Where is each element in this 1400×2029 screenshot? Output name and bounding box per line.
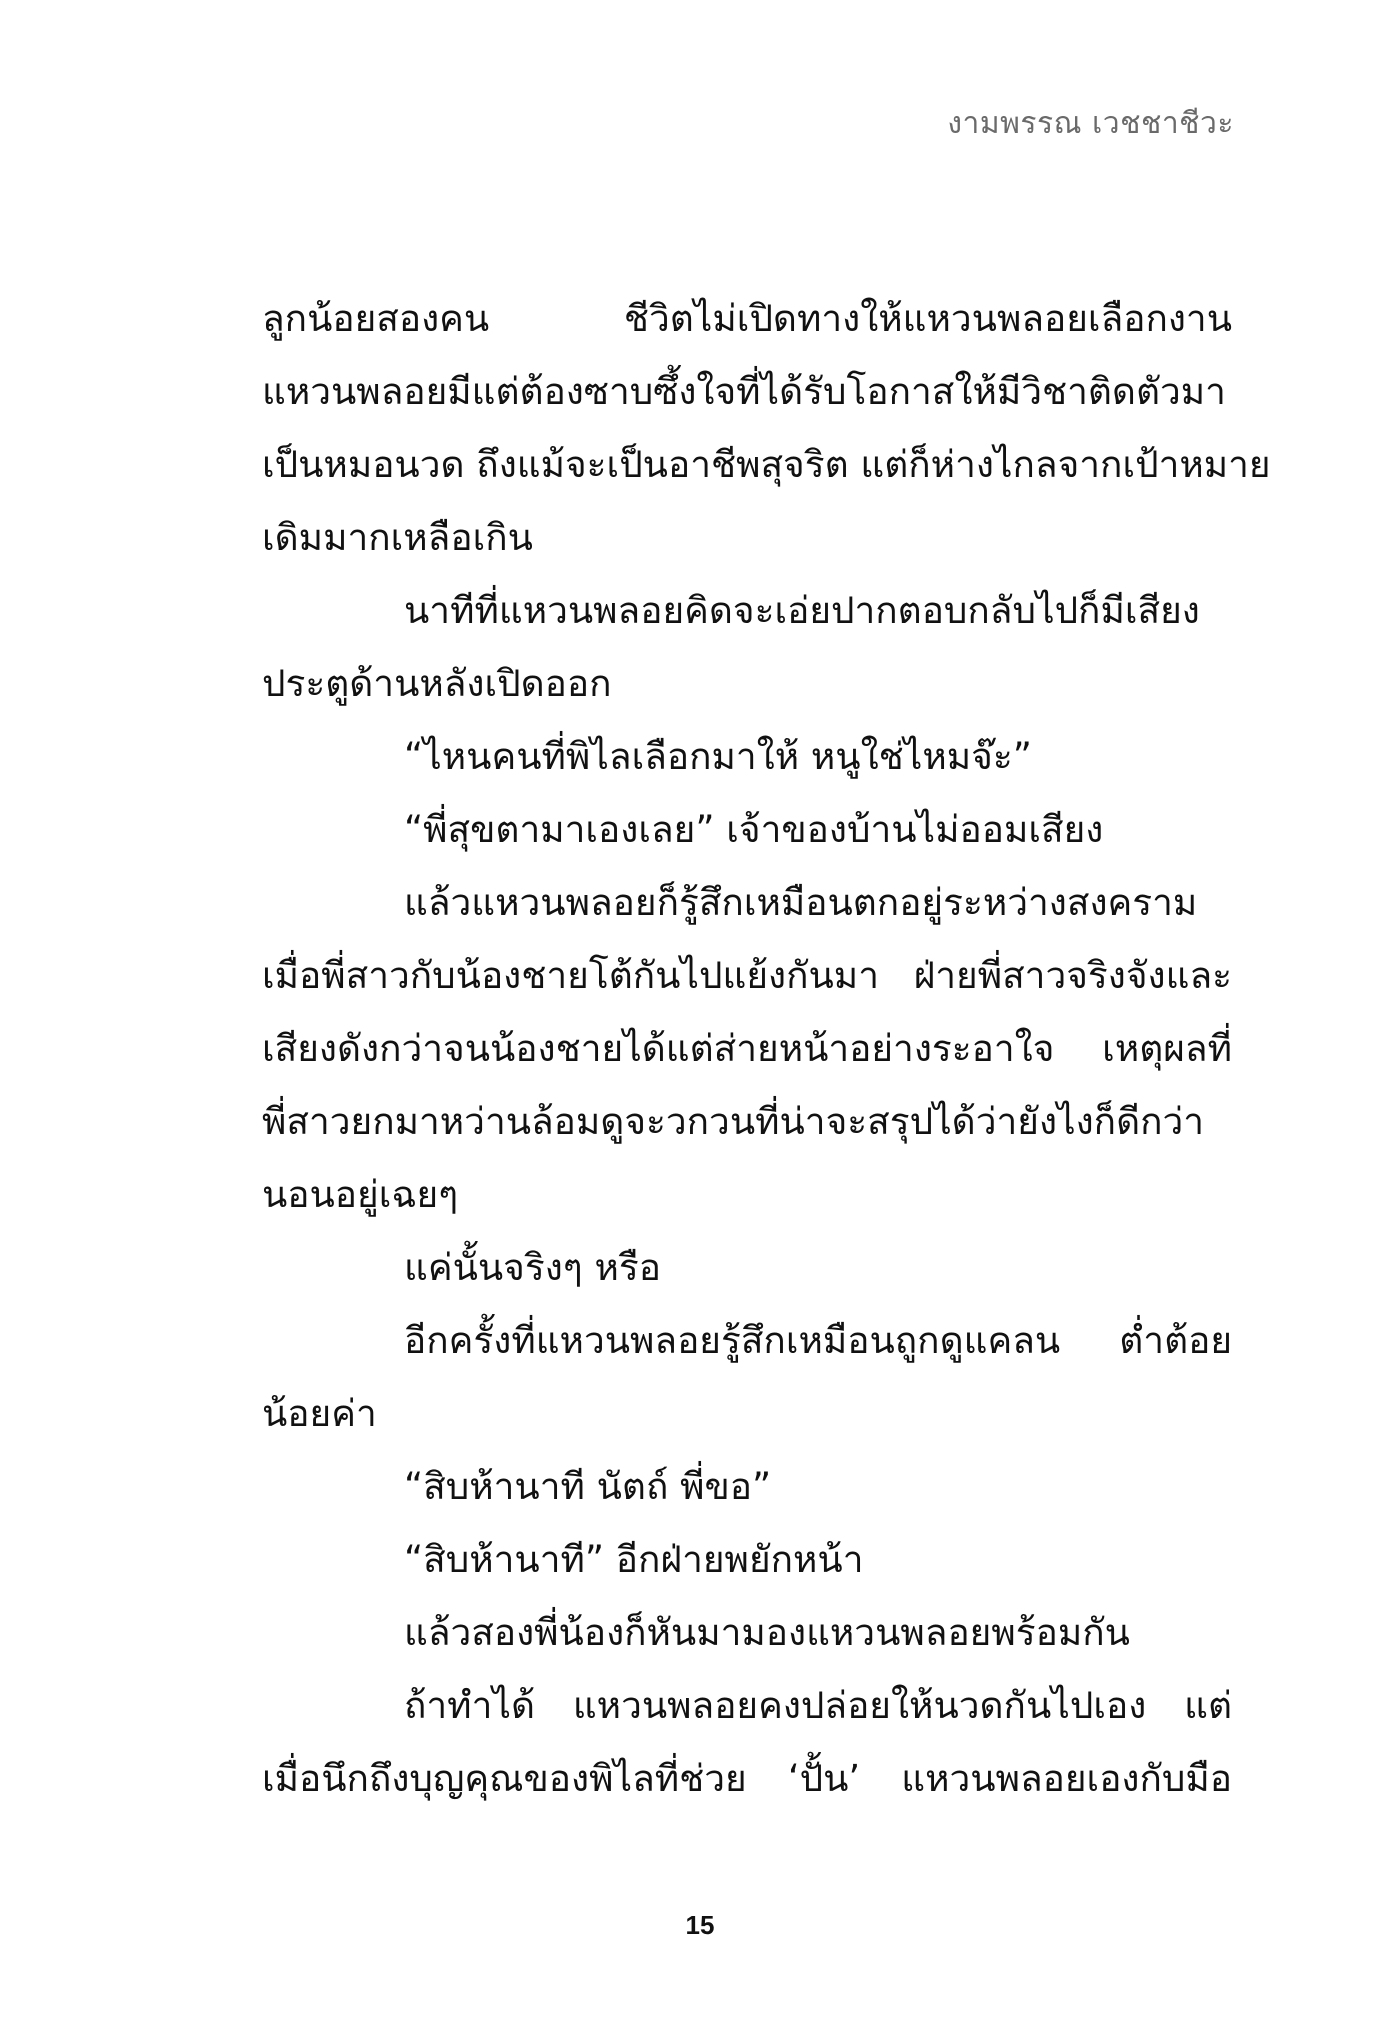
text-line: นอนอยู่เฉยๆ — [262, 1173, 459, 1216]
text-line: เป็นหมอนวด ถึงแม้จะเป็นอาชีพสุจริต แต่ก็ห่างไกลจากเป้าหมาย — [262, 443, 1271, 486]
text-line: แล้วสองพี่น้องก็หันมามองแหวนพลอยพร้อมกัน — [404, 1611, 1130, 1654]
text-line: นาทีที่แหวนพลอยคิดจะเอ่ยปากตอบกลับไปก็มีเสียง — [404, 589, 1200, 632]
text-line: เดิมมากเหลือเกิน — [262, 516, 533, 559]
dialogue-line: “สิบห้านาที นัตถ์ พี่ขอ” — [404, 1465, 772, 1508]
text-line: เมื่อนึกถึงบุญคุณของพิไลที่ช่วย ‘ปั้น’ แหวนพลอยเองกับมือ — [262, 1757, 1232, 1800]
dialogue-line: “ไหนคนที่พิไลเลือกมาให้ หนูใช่ไหมจ๊ะ” — [404, 735, 1032, 778]
text-line: อีกครั้งที่แหวนพลอยรู้สึกเหมือนถูกดูแคลน ต่ำต้อย — [404, 1319, 1232, 1362]
text-line: เมื่อพี่สาวกับน้องชายโต้กันไปแย้งกันมา ฝ่ายพี่สาวจริงจังและ — [262, 954, 1232, 997]
text-line: ประตูด้านหลังเปิดออก — [262, 662, 612, 705]
text-line: พี่สาวยกมาหว่านล้อมดูจะวกวนที่น่าจะสรุปได้ว่ายังไงก็ดีกว่า — [262, 1100, 1205, 1143]
text-line: น้อยค่า — [262, 1392, 377, 1435]
running-header: งามพรรณ เวชชาชีวะ — [947, 106, 1234, 141]
text-line: เสียงดังกว่าจนน้องชายได้แต่ส่ายหน้าอย่างระอาใจ เหตุผลที่ — [262, 1027, 1232, 1070]
text-line: แหวนพลอยมีแต่ต้องซาบซึ้งใจที่ได้รับโอกาสให้มีวิชาติดตัวมา — [262, 370, 1226, 413]
text-line: ถ้าทำได้ แหวนพลอยคงปล่อยให้นวดกันไปเอง แต่ — [404, 1684, 1232, 1727]
body-text — [262, 282, 1271, 1815]
text-line: แล้วแหวนพลอยก็รู้สึกเหมือนตกอยู่ระหว่างสงคราม — [404, 881, 1198, 924]
dialogue-line: “พี่สุขตามาเองเลย” เจ้าของบ้านไม่ออมเสียง — [404, 808, 1104, 851]
dialogue-line: “สิบห้านาที” อีกฝ่ายพยักหน้า — [404, 1538, 864, 1581]
text-line: แค่นั้นจริงๆ หรือ — [404, 1246, 661, 1289]
page-number: 15 — [685, 1910, 715, 1940]
text-line: ลูกน้อยสองคน ชีวิตไม่เปิดทางให้แหวนพลอยเลือกงาน — [262, 297, 1232, 340]
